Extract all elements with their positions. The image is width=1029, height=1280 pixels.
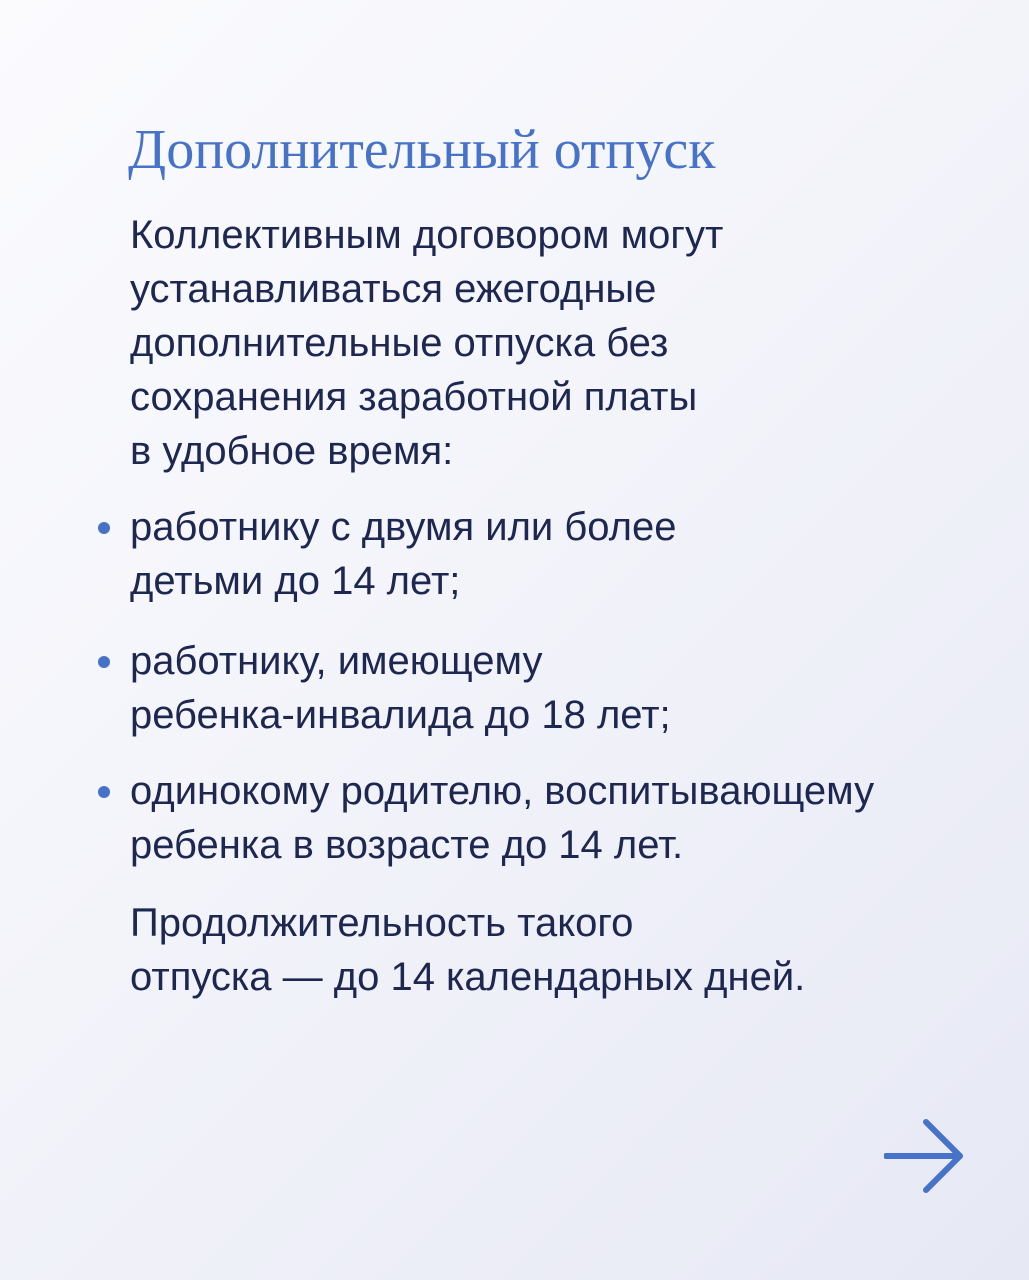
outro-line: Продолжительность такого — [130, 901, 634, 945]
list-item-text — [130, 500, 990, 608]
list-item-text — [130, 634, 990, 742]
intro-line: сохранения заработной платы — [130, 375, 698, 419]
bullet-dot-icon — [98, 786, 110, 798]
bullet-dot-icon — [98, 656, 110, 668]
list-item-line: одинокому родителю, воспитывающему — [130, 769, 875, 813]
intro-line: устанавливаться ежегодные — [130, 267, 657, 311]
arrow-right-icon[interactable] — [884, 1118, 966, 1194]
intro-line: в удобное время: — [130, 429, 454, 473]
list-item-line: ребенка в возрасте до 14 лет. — [130, 823, 684, 867]
list-item-line: ребенка-инвалида до 18 лет; — [130, 693, 671, 737]
outro-paragraph — [130, 896, 950, 1004]
bullet-dot-icon — [98, 522, 110, 534]
list-item-text — [130, 764, 990, 872]
intro-line: Коллективным договором могут — [130, 213, 724, 257]
outro-line: отпуска — до 14 календарных дней. — [130, 955, 806, 999]
intro-line: дополнительные отпуска без — [130, 321, 669, 365]
intro-paragraph — [130, 208, 930, 478]
list-item-line: работнику с двумя или более — [130, 505, 677, 549]
page-title: Дополнительный отпуск — [128, 119, 716, 181]
list-item-line: детьми до 14 лет; — [130, 559, 461, 603]
list-item-line: работнику, имеющему — [130, 639, 543, 683]
